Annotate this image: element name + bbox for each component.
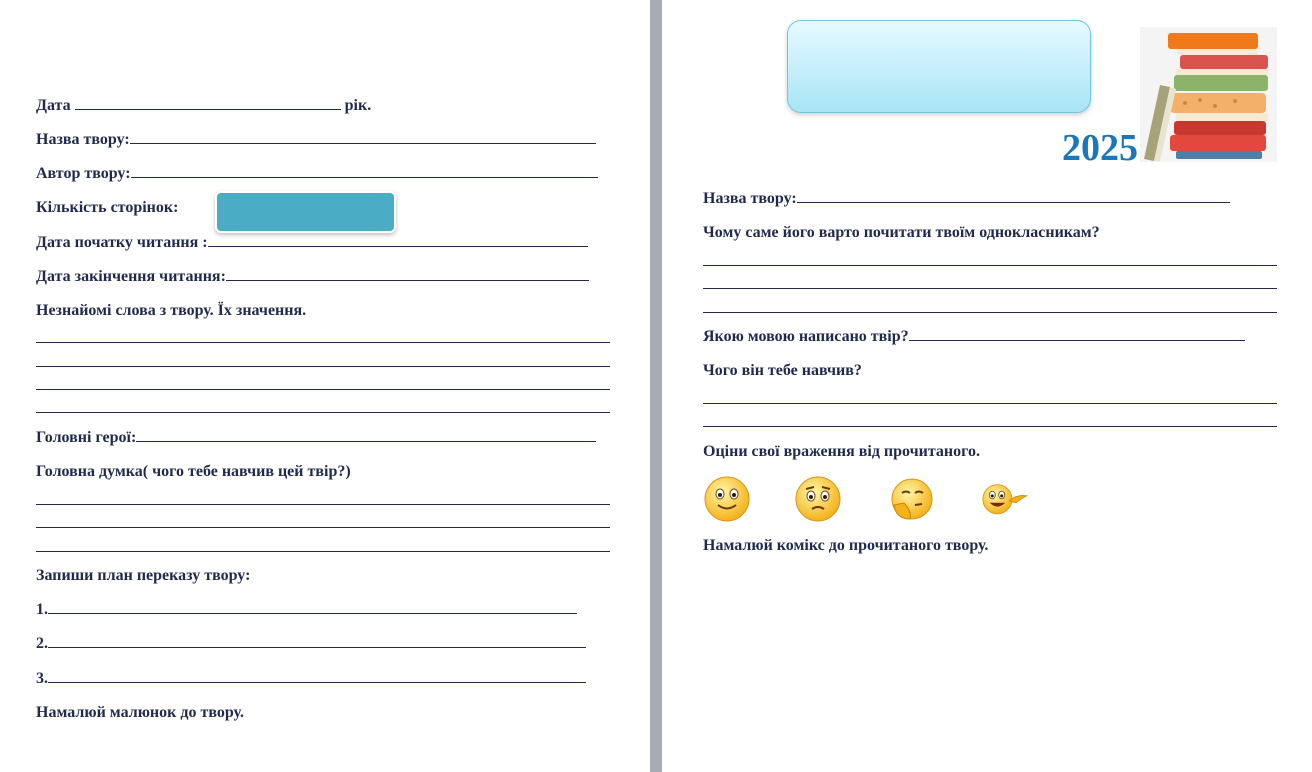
why-recommend-label: Чому саме його варто почитати твоїм однокласникам? [703,224,1100,241]
why-recommend-line[interactable] [703,288,1277,289]
plan-item [36,601,577,619]
main-idea-line[interactable] [36,551,610,552]
unknown-words-label: Незнайомі слова з твору. Їх значення. [36,302,307,319]
work-title-field[interactable] [130,131,596,144]
comic-label: Намалюй комікс до прочитаного твору. [703,537,989,554]
main-heroes-label: Головні герої: [36,429,137,446]
date-field[interactable] [75,97,341,110]
plan-item-field[interactable] [48,635,586,648]
r-work-title-label: Назва твору: [703,190,797,207]
r-work-title-field[interactable] [797,190,1230,203]
main-heroes-row [36,429,596,447]
unknown-words-line[interactable] [36,412,610,413]
main-idea-label: Головна думка( чого тебе навчив цей твір?) [36,463,351,480]
rate-label: Оціни свої враження від прочитаного. [703,443,981,460]
date-year-label: рік. [344,97,372,114]
title-box[interactable] [787,20,1091,113]
author-row [36,165,598,183]
language-field[interactable] [909,328,1245,341]
work-title-label: Назва твору: [36,131,130,148]
author-field[interactable] [131,165,598,178]
plan-item [36,670,586,688]
language-label: Якою мовою написано твір? [703,328,909,345]
pointing-emoji-icon[interactable] [982,477,1030,525]
plan-item-field[interactable] [48,601,577,614]
plan-item-number: 1. [36,601,48,618]
main-idea-line[interactable] [36,504,610,505]
what-taught-label: Чого він тебе навчив? [703,362,862,379]
start-date-field[interactable] [208,234,588,247]
end-date-label: Дата закінчення читання: [36,268,226,285]
end-date-row [36,268,589,286]
what-taught-line[interactable] [703,403,1277,404]
date-label: Дата [36,97,71,114]
main-heroes-field[interactable] [136,429,596,442]
start-date-row [36,234,588,252]
unknown-words-line[interactable] [36,342,610,343]
author-label: Автор твору: [36,165,131,182]
end-date-field[interactable] [226,268,589,281]
plan-item-field[interactable] [48,670,586,683]
why-recommend-line[interactable] [703,265,1277,266]
main-idea-line[interactable] [36,527,610,528]
unknown-words-line[interactable] [36,366,610,367]
draw-picture-label: Намалюй малюнок до твору. [36,704,244,721]
language-row [703,328,1245,346]
why-recommend-line[interactable] [703,312,1277,313]
pages-count-box[interactable] [215,191,396,233]
r-work-title-row [703,190,1230,208]
page-divider [650,0,662,772]
happy-emoji-icon[interactable] [703,475,751,523]
pages-count-label: Кількість сторінок: [36,199,179,216]
date-row [36,97,371,115]
unknown-words-line[interactable] [36,389,610,390]
plan-label: Запиши план переказу твору: [36,567,251,584]
year-label: 2025 [1062,127,1138,169]
plan-item [36,635,586,653]
books-stack-icon [1140,27,1277,162]
sad-emoji-icon[interactable] [794,475,842,523]
work-title-row [36,131,596,149]
plan-item-number: 2. [36,635,48,652]
what-taught-line[interactable] [703,426,1277,427]
thinking-emoji-icon[interactable] [888,475,936,523]
plan-item-number: 3. [36,670,48,687]
start-date-label: Дата початку читання : [36,234,208,251]
left-page [0,0,650,772]
